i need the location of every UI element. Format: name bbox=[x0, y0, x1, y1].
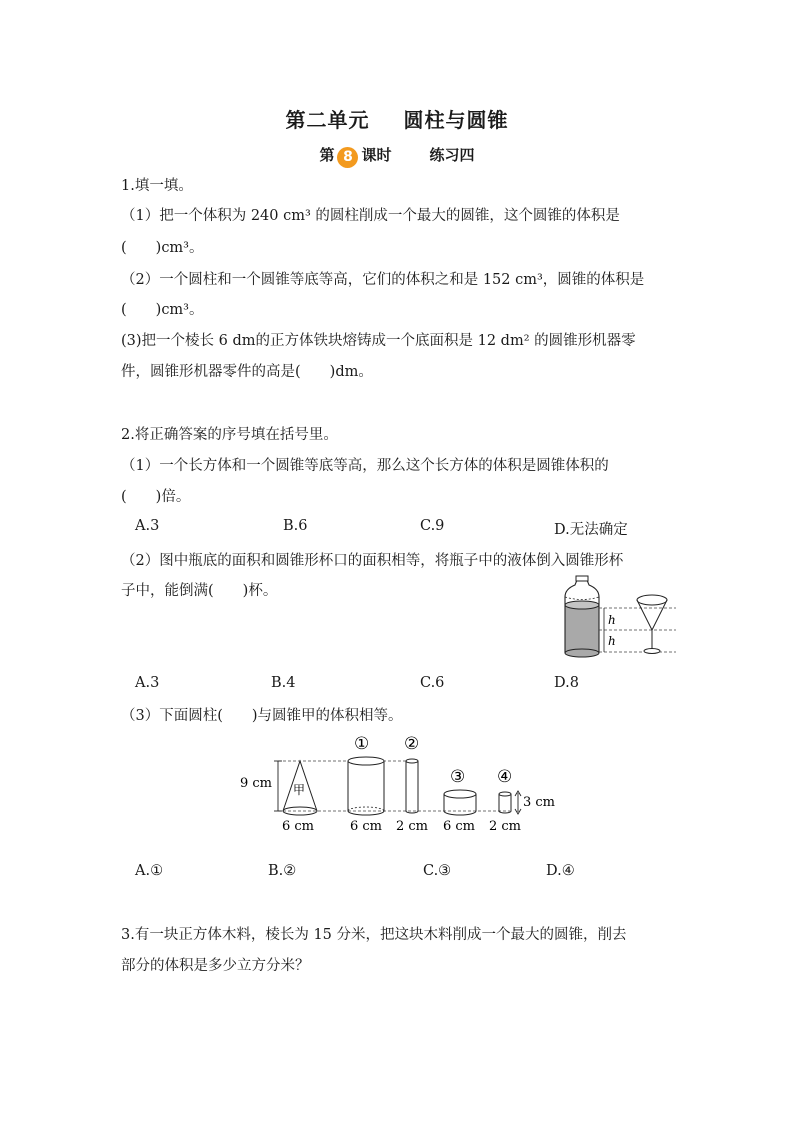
cylinder-1-diameter-label: 6 cm bbox=[350, 819, 383, 834]
q2-title: 2.将正确答案的序号填在括号里。 bbox=[121, 427, 338, 443]
topic-label: 圆柱与圆锥 bbox=[403, 108, 509, 132]
q1-part1-line1: （1）把一个体积为 240 cm³ 的圆柱削成一个最大的圆锥，这个圆锥的体积是 bbox=[121, 208, 620, 224]
cone-and-cylinders-figure bbox=[236, 732, 560, 836]
bottle-and-cup-figure bbox=[556, 575, 678, 661]
cylinder-3-diameter-label: 6 cm bbox=[443, 819, 476, 834]
cylinder-1 bbox=[348, 757, 384, 815]
q2-sub3-option-a: A.① bbox=[135, 863, 164, 879]
h-label-bottom: h bbox=[608, 634, 616, 648]
lesson-number-badge: 8 bbox=[337, 147, 358, 168]
cylinder-2-diameter-label: 2 cm bbox=[396, 819, 429, 834]
q2-sub1-option-d: D.无法确定 bbox=[554, 522, 628, 538]
q2-sub1-option-c: C.9 bbox=[420, 518, 445, 534]
q2-sub2-line2: 子中，能倒满( )杯。 bbox=[121, 583, 278, 599]
h-label-top: h bbox=[608, 613, 616, 627]
q2-sub3-option-d: D.④ bbox=[546, 863, 575, 879]
cone-jia-label: 甲 bbox=[293, 783, 306, 797]
q1-part2-line1: （2）一个圆柱和一个圆锥等底等高，它们的体积之和是 152 cm³，圆锥的体积是 bbox=[121, 272, 645, 288]
page-title bbox=[0, 104, 794, 133]
q2-sub3-option-c: C.③ bbox=[423, 863, 452, 879]
cup-rim bbox=[637, 595, 667, 605]
cylinder-4-diameter-label: 2 cm bbox=[489, 819, 522, 834]
bottle-cap bbox=[576, 576, 588, 581]
bottle-bottom bbox=[565, 649, 599, 657]
cylinder-2-number: ② bbox=[404, 734, 420, 754]
q1-part3-line1: (3)把一个棱长 6 dm的正方体铁块熔铸成一个底面积是 12 dm² 的圆锥形机器零 bbox=[121, 333, 636, 349]
q1-part3-line2: 件，圆锥形机器零件的高是( )dm。 bbox=[121, 364, 373, 380]
unit-label: 第二单元 bbox=[285, 108, 370, 132]
lesson-name: 练习四 bbox=[429, 146, 475, 164]
cone-diameter-label: 6 cm bbox=[282, 819, 315, 834]
q1-part2-line2: ( )cm³。 bbox=[121, 302, 204, 318]
bottle-liquid bbox=[565, 605, 599, 653]
lesson-suffix: 课时 bbox=[361, 146, 392, 164]
liquid-surface bbox=[565, 601, 599, 609]
cylinder-4-number: ④ bbox=[497, 767, 513, 787]
q2-sub2-option-d: D.8 bbox=[554, 675, 579, 691]
q1-part1-line2: ( )cm³。 bbox=[121, 240, 204, 256]
q2-sub3-line1: （3）下面圆柱( )与圆锥甲的体积相等。 bbox=[121, 708, 403, 724]
lesson-subtitle bbox=[0, 144, 794, 168]
q2-sub1-line2: ( )倍。 bbox=[121, 489, 191, 505]
cylinder-4 bbox=[499, 792, 511, 813]
q2-sub2-option-b: B.4 bbox=[271, 675, 296, 691]
q1-title: 1.填一填。 bbox=[121, 178, 193, 194]
height-9cm-label: 9 cm bbox=[240, 776, 273, 791]
q2-sub2-option-a: A.3 bbox=[135, 675, 160, 691]
q2-sub3-option-b: B.② bbox=[268, 863, 297, 879]
cylinder-1-number: ① bbox=[354, 734, 370, 754]
q2-sub1-line1: （1）一个长方体和一个圆锥等底等高，那么这个长方体的体积是圆锥体积的 bbox=[121, 458, 609, 474]
q3-line1: 3.有一块正方体木料，棱长为 15 分米，把这块木料削成一个最大的圆锥，削去 bbox=[121, 927, 627, 943]
q2-sub1-option-a: A.3 bbox=[135, 518, 160, 534]
q2-sub2-line1: （2）图中瓶底的面积和圆锥形杯口的面积相等，将瓶子中的液体倒入圆锥形杯 bbox=[121, 553, 624, 569]
cylinder-2 bbox=[406, 759, 418, 813]
lesson-prefix: 第 bbox=[319, 146, 335, 164]
q2-sub2-option-c: C.6 bbox=[420, 675, 445, 691]
cup-base bbox=[644, 649, 660, 654]
q2-sub1-option-b: B.6 bbox=[283, 518, 308, 534]
height-3cm-label: 3 cm bbox=[523, 795, 556, 810]
q3-line2: 部分的体积是多少立方分米？ bbox=[121, 958, 310, 974]
cylinder-3-number: ③ bbox=[450, 767, 466, 787]
